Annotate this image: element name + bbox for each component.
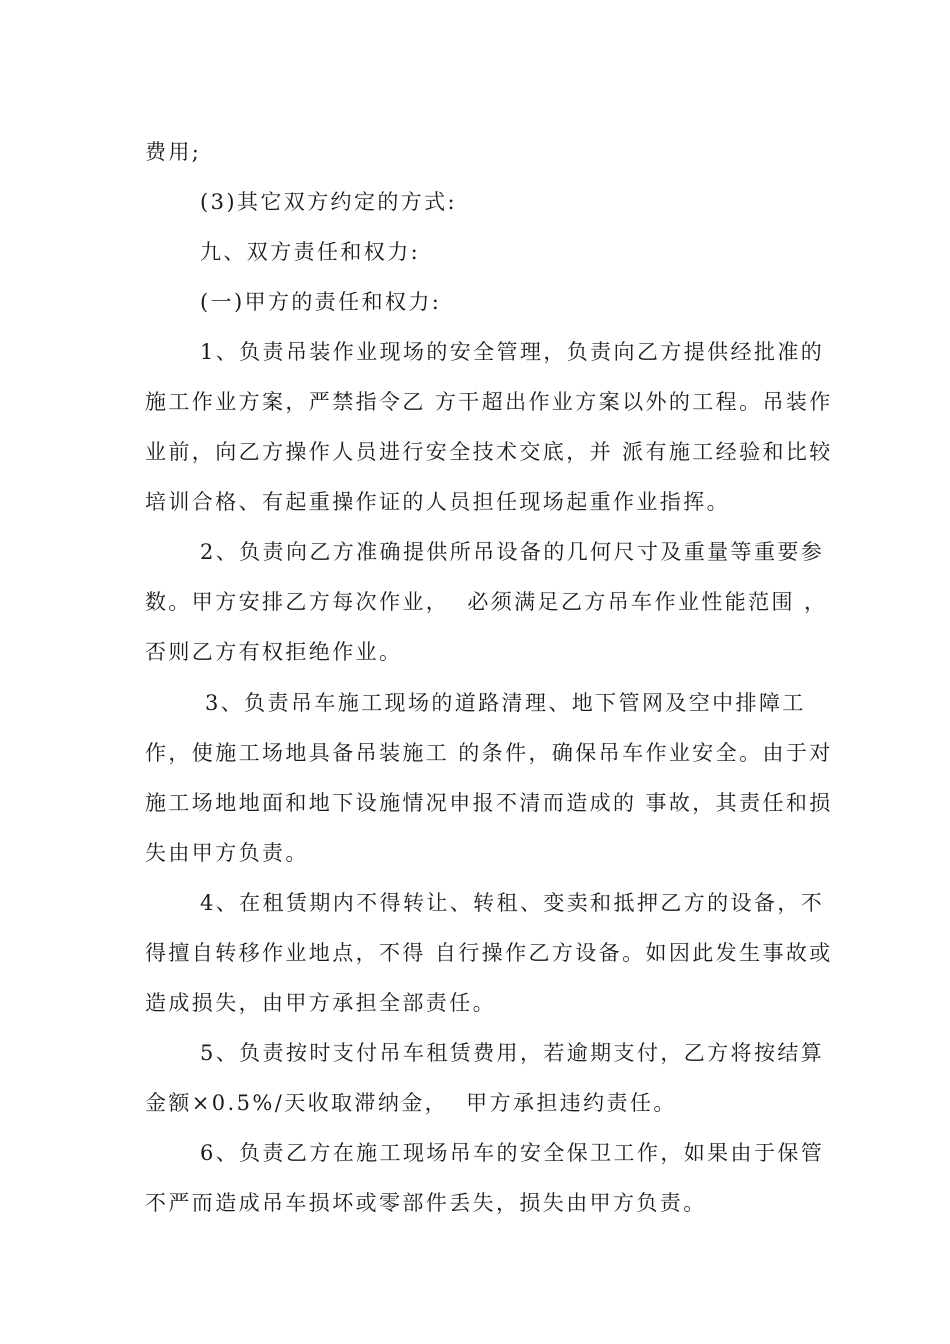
- paragraph-line: 否则乙方有权拒绝作业。: [145, 640, 403, 664]
- paragraph-line: 培训合格、有起重操作证的人员担任现场起重作业指挥。: [145, 490, 730, 514]
- paragraph-line: (3)其它双方约定的方式:: [200, 190, 458, 214]
- paragraph-line: 业前，向乙方操作人员进行安全技术交底，并 派有施工经验和比较: [145, 440, 833, 464]
- paragraph-line: 6、负责乙方在施工现场吊车的安全保卫工作，如果由于保管: [200, 1141, 825, 1165]
- paragraph-line: 3、负责吊车施工现场的道路清理、地下管网及空中排障工: [205, 691, 806, 715]
- paragraph-line: 数。甲方安排乙方每次作业， 必须满足乙方吊车作业性能范围 ，: [145, 590, 828, 614]
- subsection-heading: (一)甲方的责任和权力:: [200, 290, 442, 314]
- paragraph-line: 不严而造成吊车损坏或零部件丢失，损失由甲方负责。: [145, 1191, 707, 1215]
- paragraph-line: 施工场地地面和地下设施情况申报不清而造成的 事故，其责任和损: [145, 791, 833, 815]
- paragraph-line: 费用;: [145, 140, 202, 164]
- paragraph-line: 施工作业方案，严禁指令乙 方干超出作业方案以外的工程。吊装作: [145, 390, 833, 414]
- section-heading: 九、双方责任和权力:: [200, 240, 421, 264]
- paragraph-line: 2、负责向乙方准确提供所吊设备的几何尺寸及重量等重要参: [200, 540, 825, 564]
- paragraph-line: 1、负责吊装作业现场的安全管理，负责向乙方提供经批准的: [200, 340, 825, 364]
- paragraph-line: 金额×0.5%/天收取滞纳金， 甲方承担违约责任。: [145, 1091, 677, 1115]
- paragraph-line: 5、负责按时支付吊车租赁费用，若逾期支付，乙方将按结算: [200, 1041, 825, 1065]
- paragraph-line: 造成损失，由甲方承担全部责任。: [145, 991, 496, 1015]
- paragraph-line: 4、在租赁期内不得转让、转租、变卖和抵押乙方的设备，不: [200, 891, 825, 915]
- paragraph-line: 失由甲方负责。: [145, 841, 309, 865]
- paragraph-line: 得擅自转移作业地点，不得 自行操作乙方设备。如因此发生事故或: [145, 941, 833, 965]
- paragraph-line: 作，使施工场地具备吊装施工 的条件，确保吊车作业安全。由于对: [145, 741, 833, 765]
